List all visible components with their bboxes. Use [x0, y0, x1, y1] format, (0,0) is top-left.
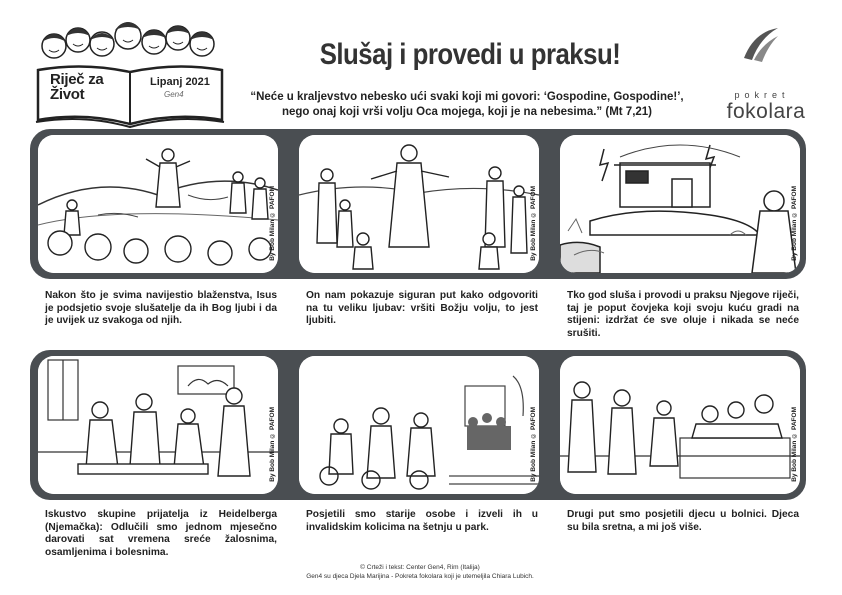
- artist-credit: By Bob Milan © PAFOM: [791, 186, 798, 261]
- panel-6-hospital-children: [560, 356, 800, 494]
- artist-credit: By Bob Milan © PAFOM: [269, 407, 276, 482]
- pokret-fokolara-logo: [716, 24, 816, 123]
- brand-name: fokolara: [726, 100, 806, 123]
- artist-credit: By Bob Milan © PAFOM: [530, 186, 537, 261]
- artist-credit: By Bob Milan © PAFOM: [269, 186, 276, 261]
- focolare-swoosh-icon: [740, 24, 780, 64]
- comic-strip-2: [30, 350, 806, 500]
- footer: [240, 563, 600, 581]
- page-title: Slušaj i provedi u praksu!: [319, 38, 621, 71]
- panel-2-caption: On nam pokazuje siguran put kako odgovoriti na tu veliku ljubav: vršiti Božju volju, to jest ljubiti.: [306, 290, 538, 327]
- book-title-line1: Riječ za: [50, 71, 104, 88]
- artist-credit: By Bob Milan © PAFOM: [530, 407, 537, 482]
- month-label: Lipanj 2021: [150, 76, 210, 88]
- panel-5-caption: Posjetili smo starije osobe i izveli ih u invalidskim kolicima na šetnju u park.: [306, 509, 538, 533]
- verse-line-2: nego onaj koji vrši volju Oca mojega, koji je na nebesima.” (Mt 7,21): [281, 106, 653, 118]
- panel-3-caption: Tko god sluša i provodi u praksu Njegove riječi, taj je poput čovjeka koji svoju kuću gradi na stijeni: izdržat će sve oluje i nikada se neće srušiti.: [567, 290, 799, 339]
- footer-copyright: © Crteži i tekst: Center Gen4, Rim (Italija): [360, 564, 480, 571]
- panel-3-house-on-rock: [560, 135, 800, 273]
- panel-6-illustration: [560, 356, 800, 494]
- panel-4-illustration: [38, 356, 278, 494]
- panel-2-illustration: [299, 135, 539, 273]
- panel-3-illustration: [560, 135, 800, 273]
- footer-description: Gen4 su djeca Djela Marijina - Pokreta fokolara koji je utemeljila Chiara Lubich.: [306, 573, 534, 580]
- book-title: [50, 72, 120, 102]
- comic-strip-1: [30, 129, 806, 279]
- bible-verse: [232, 90, 702, 120]
- gen4-label: Gen4: [164, 90, 184, 99]
- book-title-line2: Život: [50, 86, 85, 103]
- panel-2-jesus-teaching: [299, 135, 539, 273]
- panel-5-elderly-park: [299, 356, 539, 494]
- panel-1-caption: Nakon što je svima navijestio blaženstva, Isus je podsjetio svoje slušatelje da ih Bog ljubi i da je uvijek uz svakoga od njih.: [45, 290, 277, 327]
- brand-top-text: pokret: [734, 90, 790, 100]
- riječ-za-život-logo: [34, 8, 226, 124]
- verse-line-1: “Neće u kraljevstvo nebesko ući svaki koji mi govori: ‘Gospodine, Gospodine!’,: [250, 91, 684, 103]
- artist-credit: By Bob Milan © PAFOM: [791, 407, 798, 482]
- children-faces-illustration: [38, 8, 218, 70]
- panel-1-illustration: [38, 135, 278, 273]
- panel-5-illustration: [299, 356, 539, 494]
- panel-6-caption: Drugi put smo posjetili djecu u bolnici. Djeca su bila sretna, a mi još više.: [567, 509, 799, 533]
- panel-1-jesus-preaching: [38, 135, 278, 273]
- panel-4-friends-heidelberg: [38, 356, 278, 494]
- panel-4-caption: Iskustvo skupine prijatelja iz Heidelberga (Njemačka): Odlučili smo jednom mjesečno darovati sat vremena sreće žalosnima, osamljenima i bolesnima.: [45, 509, 277, 558]
